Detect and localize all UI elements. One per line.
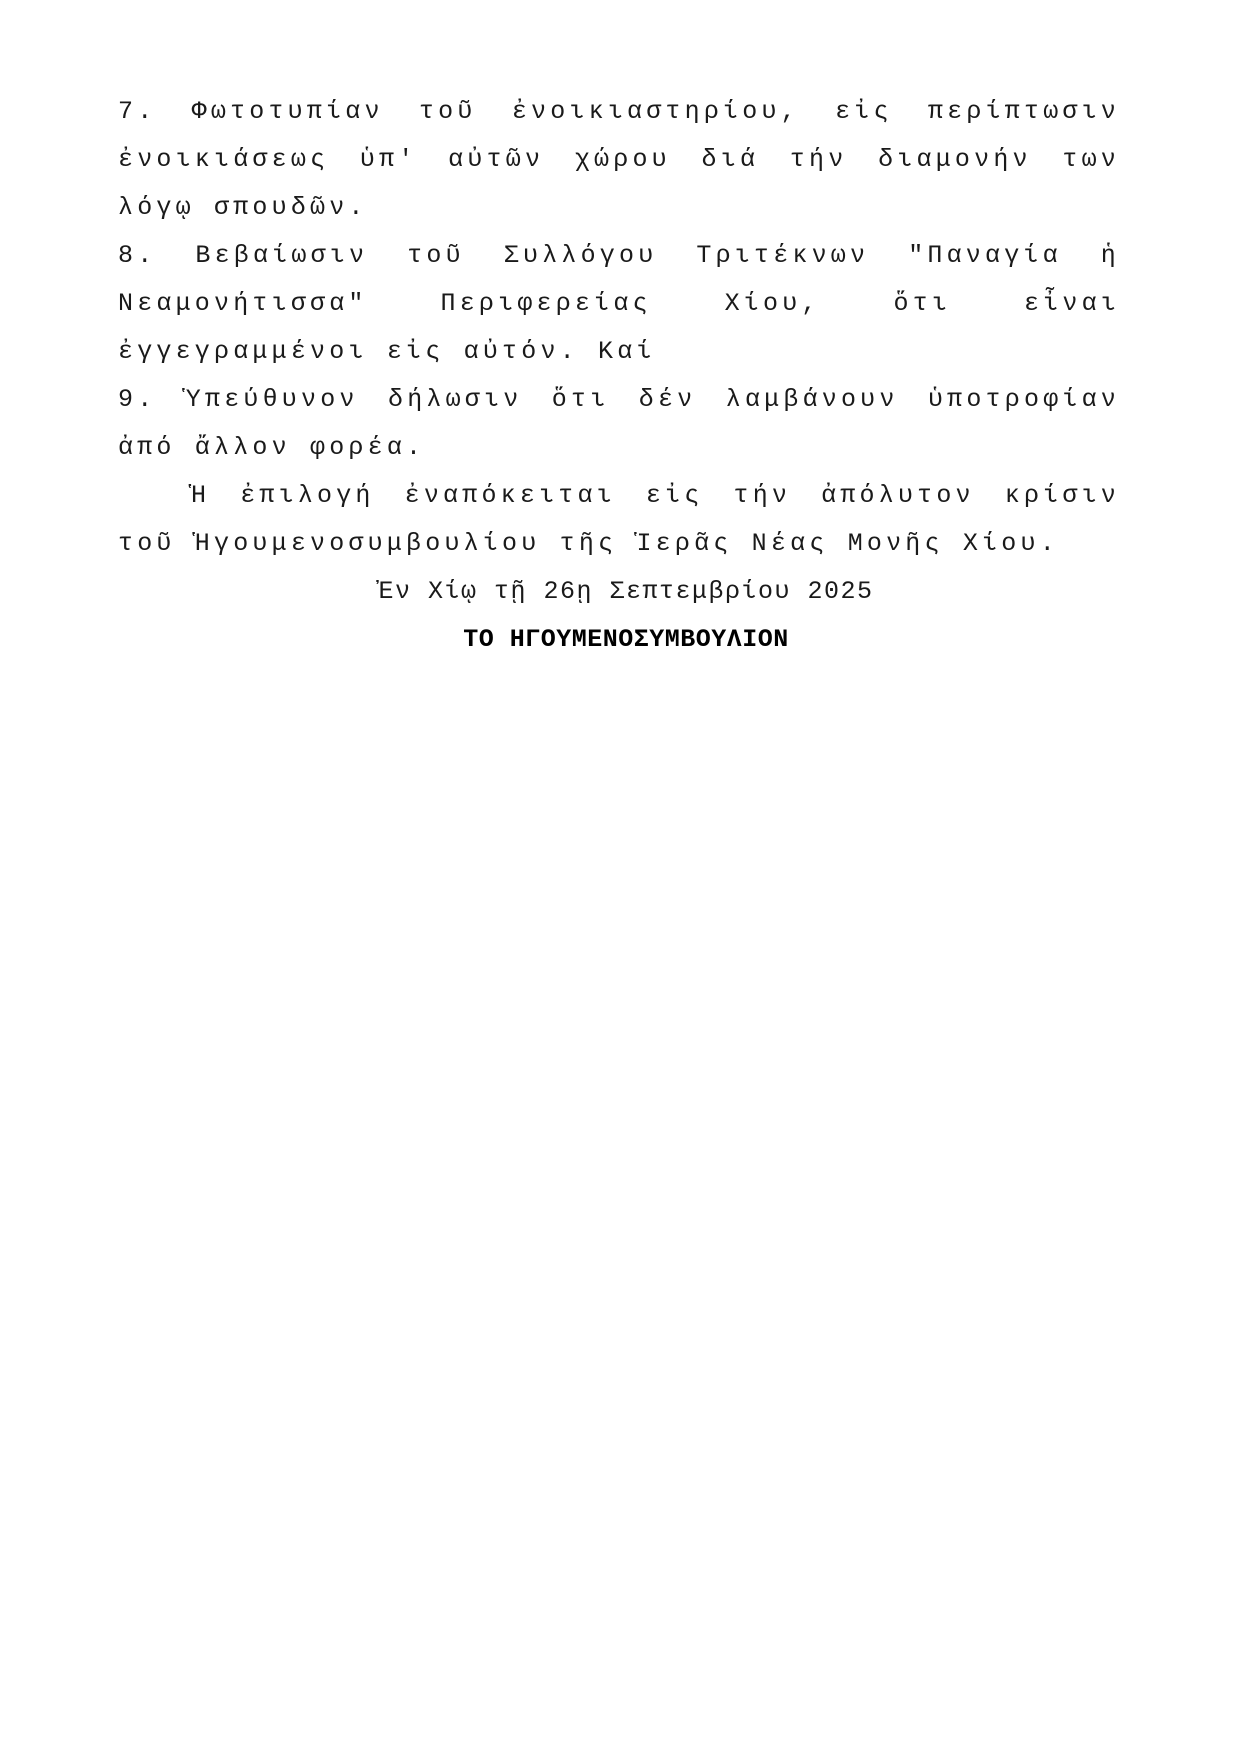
document-body: [118, 88, 1120, 664]
list-item-8: 8. Βεβαίωσιν τοῦ Συλλόγου Τριτέκνων "Παναγία ἡ Νεαμονήτισσα" Περιφερείας Χίου, ὅτι εἶναι ἐγγεγραμμένοι εἰς αὐτόν. Καί: [118, 241, 1120, 366]
signature: ΤΟ ΗΓΟΥΜΕΝΟΣΥΜΒΟΥΛΙΟΝ: [463, 625, 789, 654]
date-line: Ἐν Χίῳ τῇ 26ῃ Σεπτεμβρίου 2025: [378, 577, 874, 606]
closing-paragraph: Ἡ ἐπιλογή ἐναπόκειται εἰς τήν ἀπόλυτον κρίσιν τοῦ Ἡγουμενοσυμβουλίου τῆς Ἱερᾶς Νέας Μονῆς Χίου.: [118, 481, 1120, 558]
list-item-9: 9. Ὑπεύθυνον δήλωσιν ὅτι δέν λαμβάνουν ὑποτροφίαν ἀπό ἄλλον φορέα.: [118, 385, 1120, 462]
list-item-7: 7. Φωτοτυπίαν τοῦ ἐνοικιαστηρίου, εἰς περίπτωσιν ἐνοικιάσεως ὑπ' αὐτῶν χώρου διά τήν διαμονήν των λόγῳ σπουδῶν.: [118, 97, 1120, 222]
